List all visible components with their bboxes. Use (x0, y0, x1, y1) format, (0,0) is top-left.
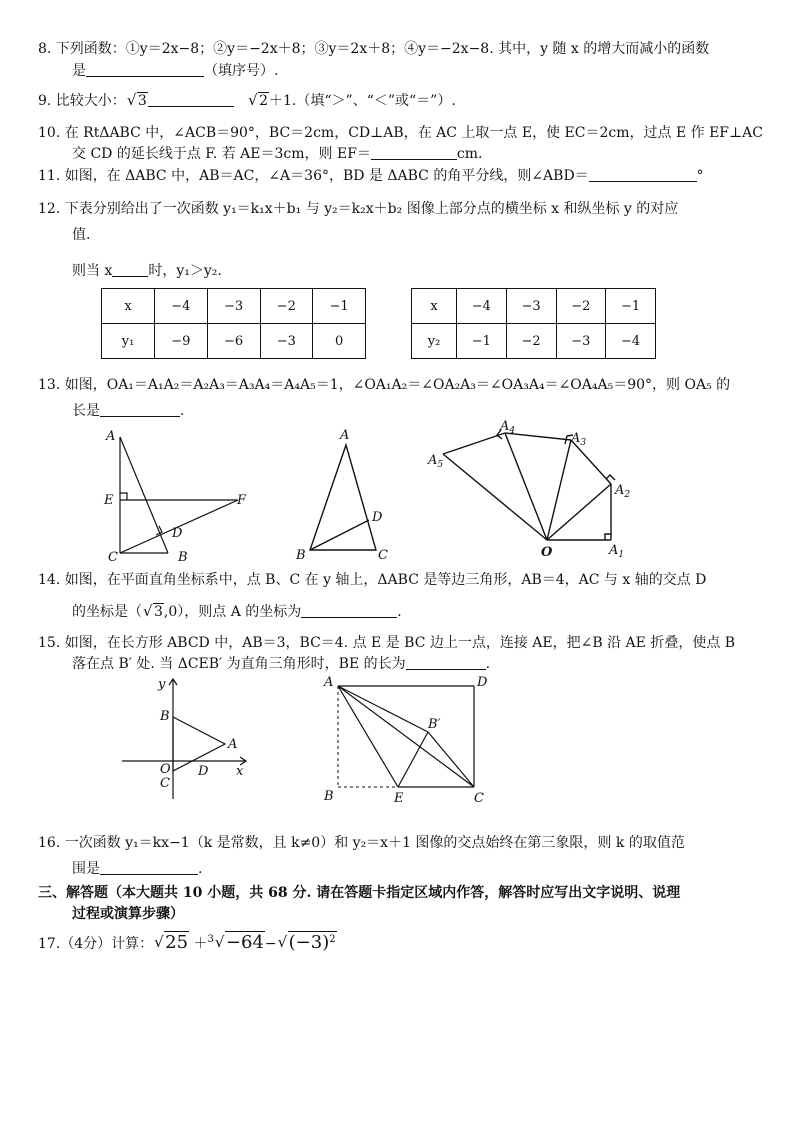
fig13-label-A3: $A_3$ (571, 431, 587, 448)
table-cell: −2 (260, 289, 313, 324)
q12-table-y2 (411, 288, 656, 359)
table-cell: −3 (207, 289, 260, 324)
table-cell: −4 (457, 289, 507, 324)
fig13-label-A2: $A_2$ (615, 483, 631, 500)
q15-line2 (72, 655, 490, 673)
q17-sqrt-square: √ $(-3)^2$ (279, 934, 337, 952)
fig14-label-A: A (228, 737, 238, 752)
q14-line1: 14. 如图，在平面直角坐标系中，点 B、C 在 y 轴上，ΔABC 是等边三角形，AB＝4，AC 与 x 轴的交点 D (38, 572, 707, 588)
fig10-label-E: E (104, 493, 114, 508)
fig13-label-O: O (541, 545, 553, 560)
table-cell: −9 (155, 324, 208, 359)
q8-text-post: （填序号）. (204, 63, 279, 79)
q17-line (38, 934, 337, 953)
fig13-label-A1: $A_1$ (609, 543, 625, 560)
fig13-label-A4: $A_4$ (500, 419, 516, 436)
table-cell: x (102, 289, 155, 324)
q17-text-pre: 17.（4分）计算： (38, 936, 154, 952)
q16-answer-blank[interactable] (100, 860, 198, 875)
section3-heading-line2: 过程或演算步骤） (72, 906, 184, 922)
fig10-label-A: A (106, 429, 116, 444)
q16-text-pre: 围是 (72, 861, 100, 877)
q17-cbrt-neg64: √ −64 (216, 934, 265, 952)
table-cell: −1 (457, 324, 507, 359)
table-row (102, 289, 366, 324)
table-cell: −2 (506, 324, 556, 359)
fig11-label-A: A (340, 428, 350, 443)
table-cell: −4 (606, 324, 656, 359)
q9-plus-one: ＋1. (269, 93, 297, 109)
q10-answer-blank[interactable] (371, 145, 457, 160)
q11-text-pre: 11. 如图，在 ΔABC 中，AB＝AC，∠A＝36°，BD 是 ΔABC 的角平分线，则∠ABD＝ (38, 168, 589, 184)
q12-text-pre: 则当 x (72, 263, 113, 279)
q13-text-post: . (180, 403, 185, 419)
q12-table-y1 (101, 288, 366, 359)
q15-line1: 15. 如图，在长方形 ABCD 中，AB＝3，BC＝4. 点 E 是 BC 边上一点，连接 AE，把∠B 沿 AE 折叠，使点 B (38, 635, 736, 651)
table-row (102, 324, 366, 359)
fig11-label-C: C (378, 548, 388, 563)
q10-text-pre: 交 CD 的延长线于点 F. 若 AE＝3cm，则 EF＝ (72, 146, 371, 162)
fig15-label-Bprime: B′ (428, 717, 441, 732)
table-cell: −2 (556, 289, 606, 324)
q13-line2 (72, 402, 184, 420)
fig13-label-A5: $A_5$ (428, 453, 444, 470)
q15-text-pre: 落在点 B′ 处. 当 ΔCEB′ 为直角三角形时，BE 的长为 (72, 656, 406, 672)
q12-line3 (72, 262, 222, 280)
q11-answer-blank[interactable] (589, 167, 697, 182)
fig14-label-O: O (160, 762, 171, 777)
fig10-label-D: D (172, 526, 183, 541)
fig10-label-B: B (178, 550, 188, 565)
section3-heading-line1: 三、解答题（本大题共 10 小题，共 68 分. 请在答题卡指定区域内作答，解答时应写出文字说明、说理 (38, 885, 681, 901)
q13-answer-blank[interactable] (100, 402, 180, 417)
q12-line2: 值. (72, 227, 91, 243)
q11-line (38, 167, 704, 185)
q17-plus: ＋ (193, 936, 208, 952)
q17-minus: − (264, 936, 277, 952)
q13-text-pre: 长是 (72, 403, 100, 419)
figure-q14 (118, 675, 258, 805)
table-row (412, 324, 656, 359)
q8-text-pre: 是 (72, 63, 86, 79)
figure-q15 (318, 672, 498, 807)
q12-line1: 12. 下表分别给出了一次函数 y₁＝k₁x＋b₁ 与 y₂＝k₂x＋b₂ 图像上部分点的横坐标 x 和纵坐标 y 的对应 (38, 201, 679, 217)
q16-line1: 16. 一次函数 y₁＝kx−1（k 是常数，且 k≠0）和 y₂＝x＋1 图像的交点始终在第三象限，则 k 的取值范 (38, 835, 685, 851)
q15-answer-blank[interactable] (406, 655, 486, 670)
q12-text-post: 时，y₁＞y₂. (148, 263, 222, 279)
q14-text-pre: 的坐标是（ (72, 604, 142, 620)
table-cell: −6 (207, 324, 260, 359)
q14-line2 (72, 603, 402, 621)
figure-q11 (290, 425, 400, 565)
q8-line1: 8. 下列函数：①y＝2x−8；②y＝−2x＋8；③y＝2x＋8；④y＝−2x−8. 其中，y 随 x 的增大而减小的函数 (38, 41, 710, 57)
q17-cube-index: 3 (207, 934, 214, 945)
q14-text-mid: ,0），则点 A 的坐标为 (163, 604, 302, 620)
fig14-label-y: y (158, 677, 166, 692)
table-cell: y₁ (102, 324, 155, 359)
fig15-label-E: E (394, 791, 404, 806)
fig11-label-B: B (296, 548, 306, 563)
q8-line2 (72, 62, 278, 80)
fig14-label-C: C (160, 776, 170, 791)
fig15-label-A: A (324, 675, 334, 690)
fig14-label-D: D (198, 764, 209, 779)
q10-line2 (72, 145, 483, 163)
q9-sqrt-2: √ 2 (249, 92, 269, 110)
fig14-label-x: x (236, 764, 244, 779)
q9-sqrt-3: √ 3 (128, 92, 148, 110)
figure-q13 (425, 418, 655, 563)
q11-text-post: ° (696, 168, 704, 184)
q8-answer-blank[interactable] (86, 62, 204, 77)
fig10-label-F: F (237, 493, 247, 508)
q12-answer-blank[interactable] (112, 262, 148, 277)
table-cell: −3 (260, 324, 313, 359)
q9-text-post: （填“＞”、“＜”或“＝”）. (296, 93, 456, 109)
q14-sqrt-3: √ 3 (144, 603, 164, 621)
q9-line (38, 92, 456, 110)
q17-sqrt-25: √ 25 (155, 934, 189, 952)
fig15-label-B: B (324, 789, 334, 804)
q14-text-post: . (397, 604, 402, 620)
table-cell: y₂ (412, 324, 457, 359)
fig15-label-C: C (474, 791, 484, 806)
fig14-label-B: B (160, 709, 170, 724)
table-cell: −1 (606, 289, 656, 324)
figure-q10 (100, 425, 260, 565)
q9-answer-blank[interactable] (148, 92, 234, 107)
fig15-label-D: D (477, 675, 488, 690)
q15-text-post: . (485, 656, 491, 672)
table-cell: −3 (556, 324, 606, 359)
q10-text-post: cm. (456, 146, 483, 162)
q16-line2 (72, 860, 202, 878)
fig11-label-D: D (372, 510, 383, 525)
q10-line1: 10. 在 RtΔABC 中，∠ACB＝90°，BC＝2cm，CD⊥AB，在 AC 上取一点 E，使 EC＝2cm，过点 E 作 EF⊥AC (38, 125, 763, 141)
table-row (412, 289, 656, 324)
q16-text-post: . (198, 861, 203, 877)
q9-text-pre: 9. 比较大小： (38, 93, 126, 109)
table-cell: −3 (506, 289, 556, 324)
q13-line1: 13. 如图，OA₁＝A₁A₂＝A₂A₃＝A₃A₄＝A₄A₅＝1，∠OA₁A₂＝∠OA₂A₃＝∠OA₃A₄＝∠OA₄A₅＝90°，则 OA₅ 的 (38, 377, 731, 393)
fig10-label-C: C (108, 550, 118, 565)
table-cell: x (412, 289, 457, 324)
table-cell: −1 (313, 289, 366, 324)
table-cell: −4 (155, 289, 208, 324)
table-cell: 0 (313, 324, 366, 359)
q14-answer-blank[interactable] (301, 603, 397, 618)
